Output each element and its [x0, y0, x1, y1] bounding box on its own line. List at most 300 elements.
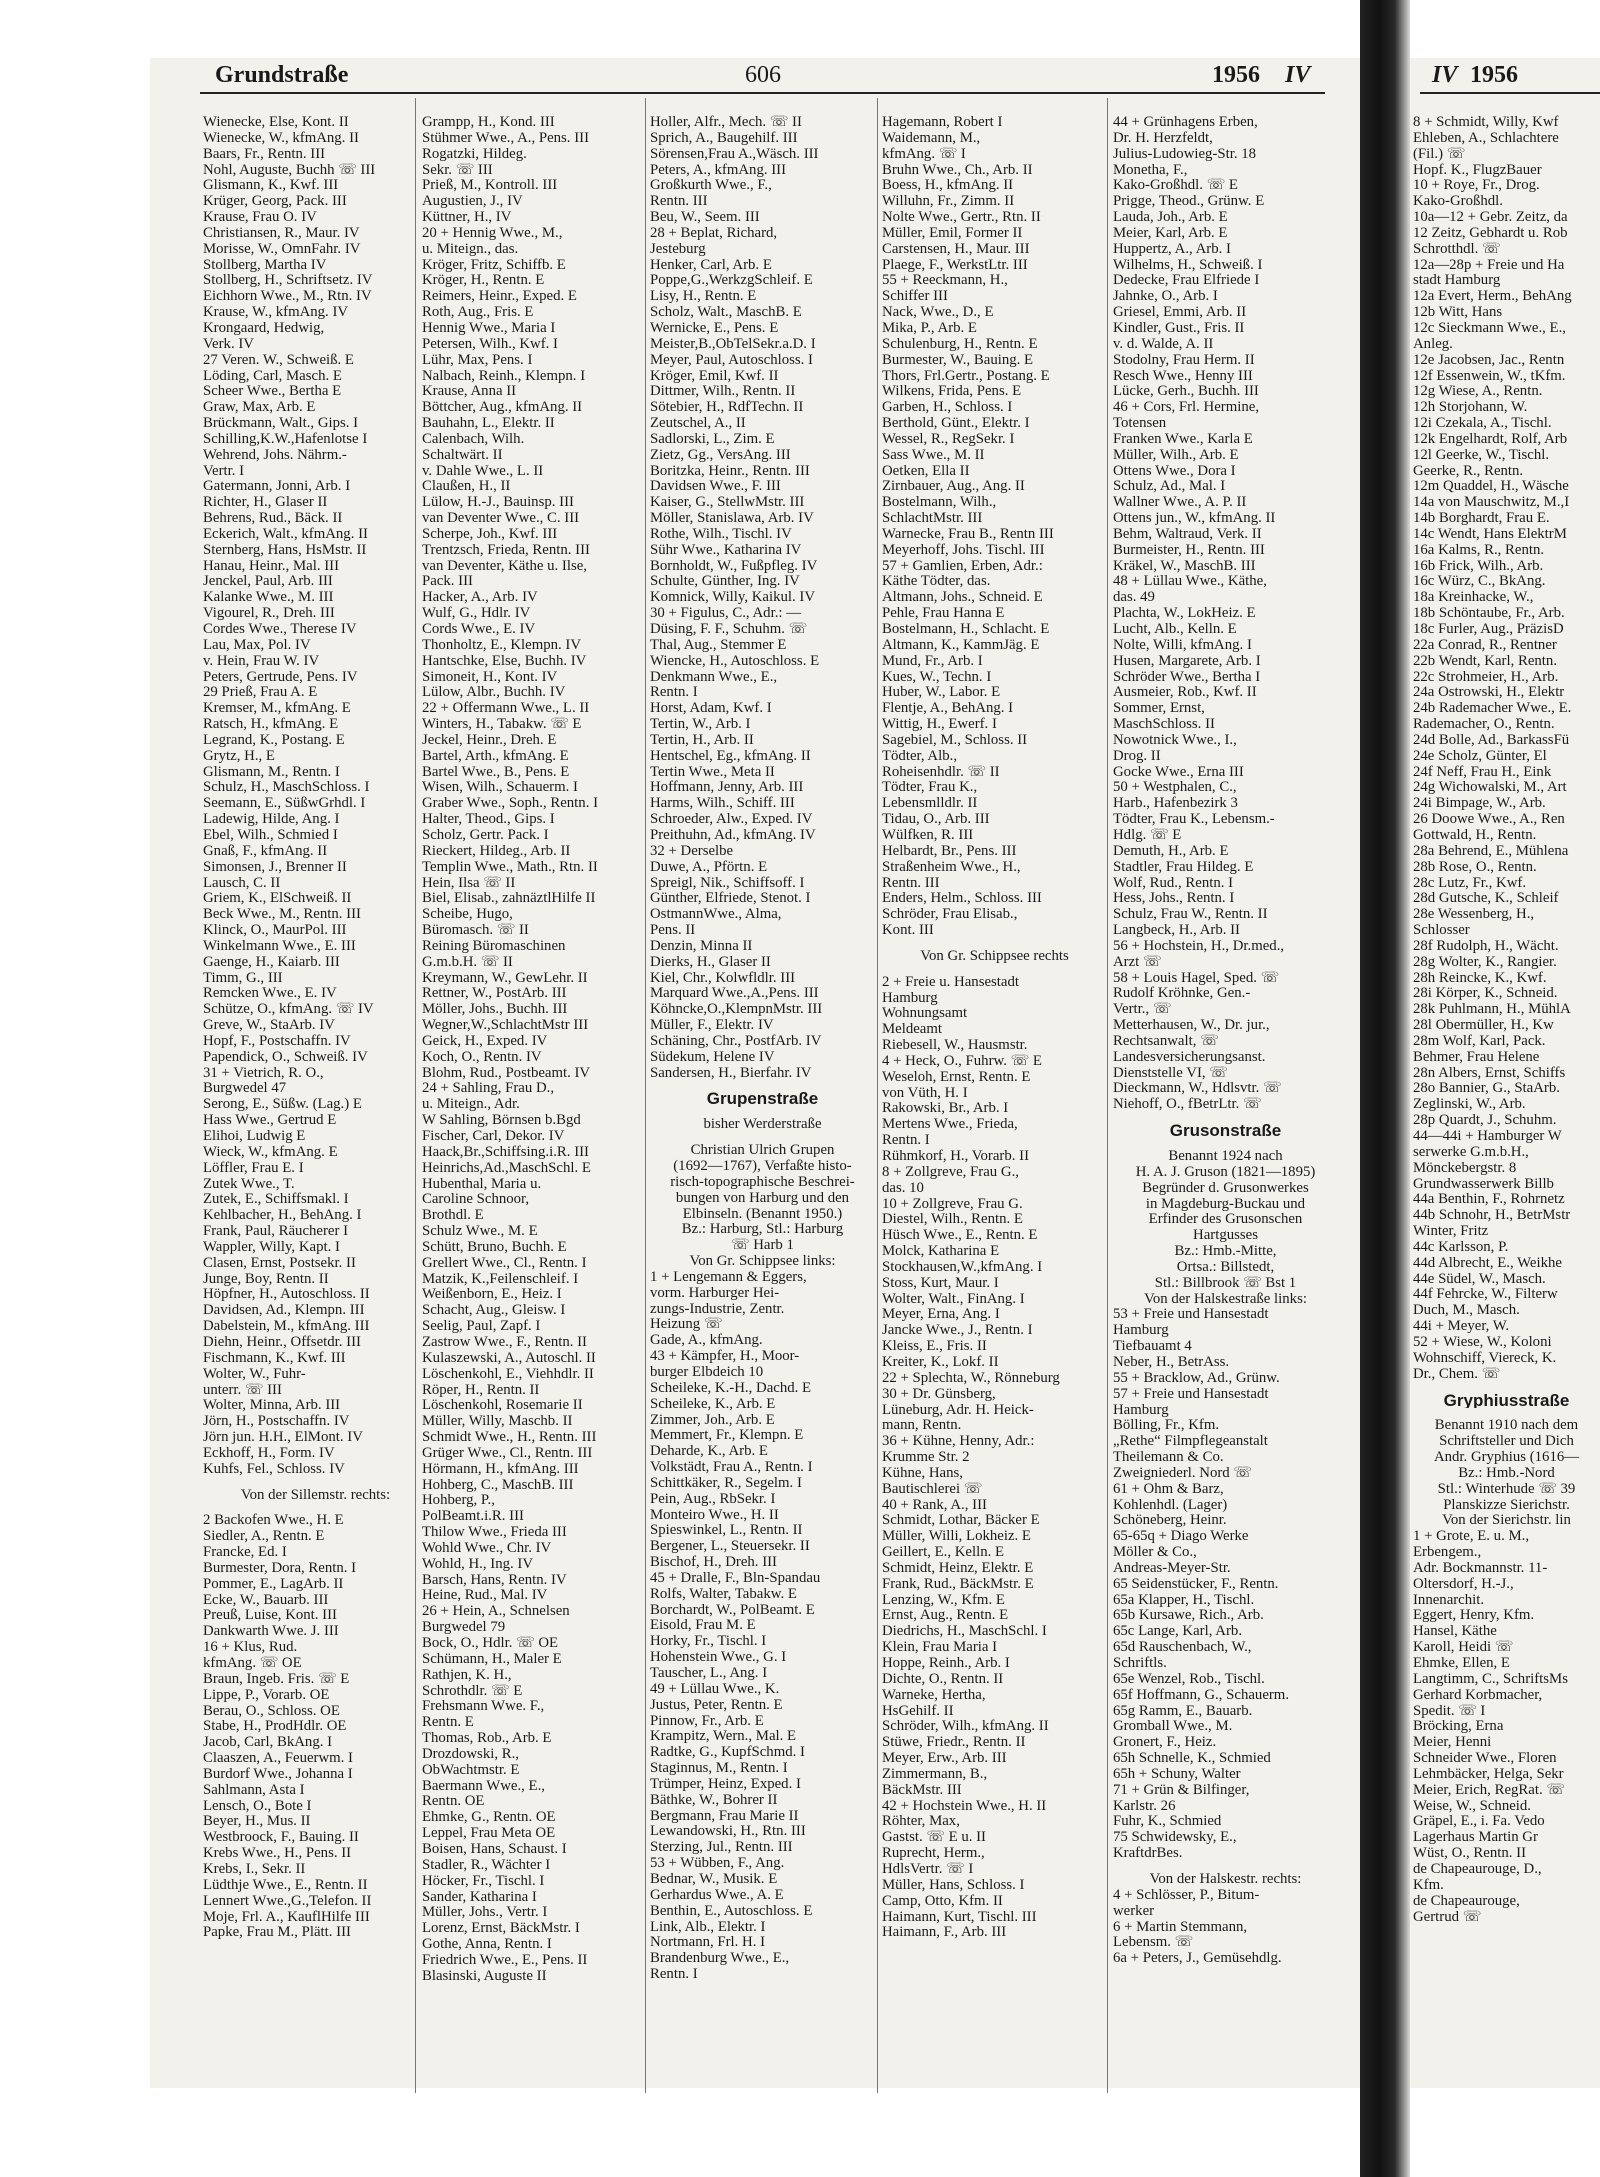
- directory-entry: Mönckebergstr. 8: [1413, 1160, 1517, 1176]
- directory-entry: 8 + Schmidt, Willy, Kwf: [1413, 115, 1559, 130]
- directory-entry: Lorenz, Ernst, BäckMstr. I: [422, 1921, 580, 1937]
- directory-entry: Ehmke, Ellen, E: [1413, 1656, 1510, 1671]
- directory-entry: 24e Scholz, Günter, El: [1413, 748, 1547, 764]
- directory-entry: Stühmer Wwe., A., Pens. III: [422, 130, 589, 146]
- directory-entry: Boess, H., kfmAng. II: [882, 178, 1014, 194]
- directory-entry: 22c Strohmeier, H., Arb.: [1413, 669, 1559, 685]
- directory-entry: Schulenburg, H., Rentn. E: [882, 336, 1038, 352]
- directory-entry: [650, 1133, 875, 1143]
- directory-entry: Harb., Hafenbezirk 3: [1113, 796, 1238, 812]
- directory-entry: Wernicke, E., Pens. E: [650, 320, 779, 336]
- directory-entry: 12b Witt, Hans: [1413, 305, 1503, 321]
- directory-entry: HdlsVertr. ☏ I: [882, 1861, 974, 1877]
- directory-entry: Grellert Wwe., Cl., Rentn. I: [422, 1255, 587, 1271]
- directory-entry: Lebensmlldlr. II: [882, 796, 978, 812]
- directory-entry: Ottens jun., W., kfmAng. II: [1113, 511, 1276, 527]
- directory-entry: Düsing, F. F., Schuhm. ☏: [650, 622, 808, 637]
- directory-entry: Schulz, H., MaschSchloss. I: [203, 780, 370, 796]
- directory-entry: Memmert, Fr., Klempn. E: [650, 1428, 804, 1444]
- directory-entry: Haimann, F., Arb. III: [882, 1925, 1007, 1941]
- directory-entry: Theilemann & Co.: [1113, 1450, 1224, 1466]
- directory-entry: 24 + Sahling, Frau D.,: [422, 1081, 555, 1097]
- directory-entry: Sahlmann, Asta I: [203, 1782, 305, 1798]
- directory-entry: Röhter, Max,: [882, 1814, 960, 1830]
- directory-entry: Tauscher, L., Ang. I: [650, 1666, 768, 1681]
- directory-entry: MaschSchloss. II: [1113, 717, 1215, 733]
- directory-entry: Schulz, Frau W., Rentn. II: [1113, 907, 1268, 923]
- directory-entry: Wolter, W., Fuhr-: [203, 1366, 306, 1382]
- directory-entry: kfmAng. ☏ OE: [203, 1656, 302, 1671]
- directory-entry: 2 + Freie u. Hansestadt: [882, 974, 1019, 990]
- directory-entry: Langbeck, H., Arb. II: [1113, 923, 1240, 939]
- directory-entry: [1113, 1862, 1338, 1872]
- section-note: Andr. Gryphius (1616—: [1433, 1450, 1580, 1466]
- directory-entry: 22a Conrad, R., Rentner: [1413, 637, 1557, 653]
- directory-column-4: [882, 115, 1107, 1941]
- directory-entry: Krüger, Georg, Pack. III: [203, 194, 347, 210]
- directory-entry: Lücke, Gerh., Buchh. III: [1113, 384, 1259, 400]
- directory-entry: 10 + Zollgreve, Frau G.: [882, 1196, 1023, 1212]
- directory-entry: Zietz, Gg., VersAng. III: [650, 447, 791, 463]
- directory-entry: Ratsch, H., kfmAng. E: [203, 717, 339, 733]
- section-note: Erfinder des Grusonschen: [1148, 1212, 1303, 1228]
- directory-entry: Schlosser: [1413, 923, 1470, 939]
- directory-entry: 12a—28p + Freie und Ha: [1413, 257, 1565, 273]
- directory-entry: Kreymann, W., GewLehr. II: [422, 970, 588, 986]
- directory-entry: 28 + Beplat, Richard,: [650, 225, 778, 241]
- directory-entry: Bröcking, Erna: [1413, 1719, 1504, 1735]
- column-divider: [1107, 98, 1108, 2093]
- directory-entry: Rechtsanwalt, ☏: [1113, 1033, 1219, 1049]
- directory-entry: Kuhfs, Fel., Schloss. IV: [203, 1461, 345, 1477]
- directory-entry: Spreigl, Nik., Schiffsoff. I: [650, 875, 805, 891]
- directory-entry: W Sahling, Börnsen b.Bgd: [422, 1113, 581, 1129]
- directory-entry: Zimmer, Joh., Arb. E: [650, 1412, 775, 1428]
- directory-entry: Neber, H., BetrAss.: [1113, 1354, 1230, 1370]
- directory-entry: Sagebiel, M., Schloss. II: [882, 732, 1028, 748]
- directory-entry: Peters, A., kfmAng. III: [650, 162, 787, 178]
- directory-entry: HsGehilf. II: [882, 1703, 954, 1719]
- directory-entry: das. 10: [882, 1180, 924, 1196]
- directory-entry: Reimers, Heinr., Exped. E: [422, 289, 577, 305]
- directory-entry: Mertens Wwe., Frieda,: [882, 1117, 1018, 1133]
- directory-entry: Duwe, A., Pförtn. E: [650, 859, 768, 875]
- directory-entry: Biel, Elisab., zahnäztlHilfe II: [422, 891, 596, 907]
- directory-entry: Klein, Frau Maria I: [882, 1640, 998, 1656]
- directory-entry: Resch Wwe., Henny III: [1113, 368, 1253, 384]
- directory-entry: Rentn. I: [650, 685, 698, 701]
- directory-entry: Leppel, Frau Meta OE: [422, 1826, 556, 1842]
- directory-entry: Dankwarth Wwe. J. III: [203, 1624, 339, 1640]
- directory-entry: Papke, Frau M., Plätt. III: [203, 1925, 351, 1941]
- directory-entry: Stüwe, Friedr., Rentn. II: [882, 1735, 1026, 1751]
- directory-entry: Lehmbäcker, Helga, Sekr: [1413, 1766, 1564, 1782]
- directory-entry: Clasen, Ernst, Postsekr. II: [203, 1255, 356, 1271]
- directory-entry: Flentje, A., BehAng. I: [882, 701, 1014, 717]
- directory-entry: Barsch, Hans, Rentn. IV: [422, 1572, 567, 1588]
- section-note: (1692—1767), Verfaßte histo-: [673, 1159, 852, 1174]
- column-divider: [877, 98, 878, 2093]
- directory-entry: Thonholtz, E., Klempn. IV: [422, 637, 582, 653]
- directory-entry: Rühmkorf, H., Vorarb. II: [882, 1149, 1029, 1164]
- directory-entry: Schulte, Günther, Ing. IV: [650, 574, 800, 590]
- directory-entry: 14b Borghardt, Frau E.: [1413, 511, 1550, 527]
- directory-entry: Hass Wwe., Gertrud E: [203, 1113, 337, 1129]
- street-heading: Grupenstraße: [706, 1091, 819, 1108]
- directory-entry: zungs-Industrie, Zentr.: [650, 1301, 785, 1317]
- directory-entry: 12i Czekala, A., Tischl.: [1413, 416, 1552, 432]
- directory-entry: „Rethe“ Filmpflegeanstalt: [1113, 1434, 1268, 1450]
- directory-entry: Stabe, H., ProdHdlr. OE: [203, 1719, 347, 1735]
- right-header-rule: [1420, 92, 1600, 94]
- section-note: Bz.: Hmb.-Mitte,: [1174, 1244, 1277, 1260]
- directory-entry: 44c Karlsson, P.: [1413, 1239, 1509, 1255]
- directory-entry: Gräpel, E., i. Fa. Vedo: [1413, 1814, 1545, 1830]
- directory-entry: Grüger Wwe., Cl., Rentn. III: [422, 1445, 593, 1461]
- directory-entry: 12l Geerke, W., Tischl.: [1413, 447, 1550, 463]
- directory-entry: Beu, W., Seem. III: [650, 210, 760, 226]
- directory-entry: Willuhn, Fr., Zimm. II: [882, 194, 1015, 210]
- directory-entry: 28o Bannier, G., StaArb.: [1413, 1081, 1560, 1097]
- directory-entry: Beck Wwe., M., Rentn. III: [203, 907, 361, 923]
- directory-entry: Löschenkohl, Rosemarie II: [422, 1398, 583, 1414]
- directory-entry: Karlstr. 26: [1113, 1798, 1176, 1814]
- directory-entry: Sandersen, H., Bierfahr. IV: [650, 1065, 812, 1081]
- directory-entry: Schroeder, Alw., Exped. IV: [650, 812, 813, 828]
- directory-entry: Behmer, Frau Helene: [1413, 1049, 1540, 1065]
- directory-entry: [1113, 1139, 1338, 1149]
- directory-entry: Marquard Wwe.,A.,Pens. III: [650, 986, 819, 1002]
- directory-entry: Stollberg, Martha IV: [203, 257, 327, 273]
- directory-entry: Petersen, Wilh., Kwf. I: [422, 336, 558, 352]
- directory-entry: Krause, W., kfmAng. IV: [203, 305, 349, 321]
- directory-entry: Diestel, Wilh., Rentn. E: [882, 1212, 1023, 1228]
- directory-entry: 8 + Zollgreve, Frau G.,: [882, 1164, 1019, 1180]
- directory-entry: Bock, O., Hdlr. ☏ OE: [422, 1636, 559, 1651]
- directory-entry: Stockhausen,W.,kfmAng. I: [882, 1259, 1043, 1275]
- directory-entry: Kreiter, K., Lokf. II: [882, 1354, 999, 1370]
- directory-entry: Seemann, E., SüßwGrhdl. I: [203, 796, 366, 812]
- directory-entry: 30 + Dr. Günsberg,: [882, 1386, 996, 1402]
- directory-entry: Papendick, O., Schweiß. IV: [203, 1049, 368, 1065]
- directory-entry: Eichhorn Wwe., M., Rtn. IV: [203, 289, 372, 305]
- directory-entry: Gatermann, Jonni, Arb. I: [203, 479, 351, 495]
- directory-entry: Hohberg, C., MaschB. III: [422, 1477, 574, 1493]
- directory-entry: Thors, Frl.Gertr., Postang. E: [882, 368, 1050, 384]
- directory-entry: 24a Ostrowski, H., Elektr: [1413, 685, 1565, 701]
- directory-entry: Junge, Boy, Rentn. II: [203, 1271, 329, 1287]
- directory-entry: Scheibe, Hugo,: [422, 907, 513, 923]
- directory-entry: Hennig Wwe., Maria I: [422, 320, 556, 336]
- directory-entry: Glismann, M., Rentn. I: [203, 764, 340, 780]
- directory-entry: Lagerhaus Martin Gr: [1413, 1830, 1538, 1846]
- directory-entry: 29 Prieß, Frau A. E: [203, 685, 318, 701]
- directory-entry: Altmann, Johs., Schneid. E: [882, 590, 1043, 606]
- directory-entry: 44f Fehrcke, W., Filterw: [1413, 1287, 1558, 1303]
- directory-entry: Beyer, H., Mus. II: [203, 1814, 311, 1830]
- directory-entry: Stollberg, H., Schriftsetz. IV: [203, 273, 373, 289]
- directory-entry: Rentn. OE: [422, 1794, 485, 1810]
- directory-entry: Husen, Margarete, Arb. I: [1113, 653, 1261, 669]
- directory-entry: Dierks, H., Glaser II: [650, 954, 771, 970]
- section-note: Benannt 1924 nach: [1168, 1149, 1283, 1164]
- directory-entry: Böttcher, Aug., kfmAng. II: [422, 400, 583, 416]
- directory-entry: Hamburg: [1113, 1402, 1169, 1418]
- directory-entry: Andreas-Meyer-Str.: [1113, 1560, 1231, 1576]
- directory-entry: van Deventer Wwe., C. III: [422, 511, 580, 527]
- directory-entry: Lausch, C. II: [203, 875, 281, 891]
- directory-entry: Geick, H., Exped. IV: [422, 1033, 548, 1049]
- directory-entry: Trümper, Heinz, Exped. I: [650, 1776, 801, 1792]
- directory-entry: 65d Rauschenbach, W.,: [1113, 1640, 1252, 1656]
- directory-entry: Diehn, Heinr., Offsetdr. III: [203, 1334, 361, 1350]
- directory-entry: Spieswinkel, L., Rentn. II: [650, 1523, 803, 1539]
- directory-entry: Meldeamt: [882, 1022, 942, 1038]
- directory-entry: Zutek Wwe., T.: [203, 1176, 295, 1192]
- directory-entry: Möller & Co.,: [1113, 1545, 1197, 1561]
- directory-entry: Bischof, H., Dreh. III: [650, 1555, 777, 1571]
- directory-entry: 44 + Grünhagens Erben,: [1113, 115, 1258, 130]
- directory-entry: Templin Wwe., Math., Rtn. II: [422, 859, 598, 875]
- directory-entry: 28m Wolf, Karl, Pack.: [1413, 1033, 1546, 1049]
- directory-entry: Gertrud ☏: [1413, 1909, 1482, 1925]
- directory-entry: Meyer, Erw., Arb. III: [882, 1751, 1007, 1767]
- directory-entry: 28k Puhlmann, H., MühlA: [1413, 1002, 1571, 1018]
- directory-entry: 55 + Bracklow, Ad., Grünw.: [1113, 1370, 1280, 1386]
- directory-entry: 1 + Grote, E. u. M.,: [1413, 1529, 1530, 1545]
- directory-entry: 24i Bimpage, W., Arb.: [1413, 796, 1546, 812]
- directory-entry: Pehle, Frau Hanna E: [882, 606, 1005, 622]
- directory-entry: Rentn. I: [650, 1967, 698, 1983]
- directory-entry: Krampitz, Wern., Mal. E: [650, 1729, 797, 1745]
- directory-entry: Innenarchit.: [1413, 1592, 1485, 1608]
- directory-entry: Kohlenhdl. (Lager): [1113, 1497, 1228, 1513]
- directory-entry: Warnecke, Frau B., Rentn III: [882, 526, 1054, 542]
- directory-entry: 61 + Ohm & Barz,: [1113, 1481, 1224, 1497]
- directory-entry: 65e Wenzel, Rob., Tischl.: [1113, 1671, 1265, 1687]
- directory-entry: Moje, Frl. A., KauflHilfe III: [203, 1909, 370, 1925]
- directory-entry: Oetken, Ella II: [882, 463, 970, 479]
- directory-entry: Schrotthdl. ☏: [1413, 241, 1501, 257]
- directory-entry: v. Hein, Frau W. IV: [203, 653, 320, 669]
- directory-entry: Wallner Wwe., A. P. II: [1113, 495, 1247, 511]
- directory-entry: Sterzing, Jul., Rentn. III: [650, 1840, 793, 1856]
- directory-entry: 49 + Lüllau Wwe., K.: [650, 1681, 780, 1697]
- directory-entry: Rentn. III: [882, 875, 940, 891]
- directory-entry: Enders, Helm., Schloss. III: [882, 891, 1042, 907]
- directory-entry: Meyerhoff, Johs. Tischl. III: [882, 542, 1045, 558]
- directory-entry: [203, 1503, 428, 1513]
- directory-entry: Löschenkohl, E., Viehhdlr. II: [422, 1366, 594, 1382]
- directory-entry: 24b Rademacher Wwe., E.: [1413, 701, 1572, 717]
- section-note: Von Gr. Schippsee rechts: [920, 948, 1069, 964]
- directory-entry: v. d. Walde, A. II: [1113, 336, 1214, 352]
- directory-entry: Duch, M., Masch.: [1413, 1303, 1520, 1319]
- directory-entry: Rentn. E: [422, 1715, 474, 1731]
- directory-entry: Oltersdorf, H.-J.,: [1413, 1576, 1514, 1592]
- section-note: Begründer d. Grusonwerkes: [1142, 1180, 1309, 1196]
- directory-entry: Peters, Gertrude, Pens. IV: [203, 669, 358, 685]
- directory-entry: Wolter, Minna, Arb. III: [203, 1398, 341, 1414]
- directory-entry: Fischmann, K., Kwf. III: [203, 1350, 346, 1366]
- directory-entry: Wilkens, Frida, Pens. E: [882, 384, 1022, 400]
- directory-entry: Höpfner, H., Autoschloss. II: [203, 1287, 370, 1303]
- directory-entry: Horst, Adam, Kwf. I: [650, 701, 772, 717]
- directory-entry: 18b Schöntaube, Fr., Arb.: [1413, 606, 1565, 622]
- directory-entry: Meyer, Erna, Ang. I: [882, 1307, 1000, 1323]
- directory-entry: Prieß, M., Kontroll. III: [422, 178, 558, 194]
- directory-entry: Matzik, K.,Feilenschleif. I: [422, 1271, 579, 1287]
- directory-entry: Bornholdt, W., Fußpfleg. IV: [650, 558, 818, 574]
- directory-entry: Möller, Stanislawa, Arb. IV: [650, 511, 814, 527]
- directory-entry: G.m.b.H. ☏ II: [422, 954, 513, 970]
- directory-entry: 24d Bolle, Ad., BarkassFü: [1413, 732, 1570, 748]
- section-note: ☏ Harb 1: [731, 1238, 794, 1254]
- directory-entry: Lühr, Max, Pens. I: [422, 352, 533, 368]
- directory-entry: KraftdrBes.: [1113, 1846, 1183, 1862]
- directory-entry: Sötebier, H., RdfTechn. II: [650, 400, 804, 416]
- section-note: Von der Sillemstr. rechts:: [240, 1487, 391, 1503]
- directory-entry: Schümann, H., Maler E: [422, 1651, 562, 1667]
- directory-entry: Meister,B.,ObTelSekr.a.D. I: [650, 336, 816, 352]
- directory-entry: 50 + Westphalen, C.,: [1113, 780, 1237, 796]
- directory-entry: Büromasch. ☏ II: [422, 923, 529, 939]
- directory-entry: Baars, Fr., Rentn. III: [203, 146, 326, 162]
- directory-entry: Rademacher, O., Rentn.: [1413, 717, 1555, 733]
- directory-entry: Löffler, Frau E. I: [203, 1160, 304, 1176]
- directory-entry: Hoffmann, Jenny, Arb. III: [650, 780, 804, 796]
- directory-entry: Zastrow Wwe., F., Rentn. II: [422, 1334, 587, 1350]
- section-note: Bz.: Harburg, Stl.: Harburg: [681, 1222, 844, 1238]
- directory-entry: Boritzka, Heinr., Rentn. III: [650, 463, 810, 479]
- directory-entry: Jenckel, Paul, Arb. III: [203, 574, 333, 590]
- directory-entry: SchlachtMstr. III: [882, 511, 983, 527]
- directory-entry: Burmester, W., Bauing. E: [882, 352, 1034, 368]
- directory-entry: Burdorf Wwe., Johanna I: [203, 1766, 353, 1782]
- directory-entry: Graw, Max, Arb. E: [203, 400, 316, 416]
- directory-entry: Schmidt, Lothar, Bäcker E: [882, 1513, 1040, 1529]
- directory-entry: Prigge, Theod., Grünw. E: [1113, 194, 1265, 210]
- directory-entry: 65b Kursawe, Rich., Arb.: [1113, 1608, 1264, 1624]
- directory-entry: Dieckmann, W., Hdlsvtr. ☏: [1113, 1081, 1282, 1097]
- directory-entry: Schmidt, Heinz, Elektr. E: [882, 1560, 1034, 1576]
- directory-entry: Pinnow, Fr., Arb. E: [650, 1713, 764, 1729]
- directory-entry: ObWachtmstr. E: [422, 1762, 520, 1778]
- directory-entry: 18c Furler, Aug., PräzisD: [1413, 622, 1564, 637]
- directory-entry: Kehlbacher, H., BehAng. I: [203, 1208, 362, 1224]
- directory-entry: Lisy, H., Rentn. E: [650, 289, 757, 305]
- directory-entry: Rogatzki, Hildeg.: [422, 146, 527, 162]
- directory-entry: Rathjen, K. H.,: [422, 1667, 512, 1683]
- directory-entry: 57 + Freie und Hansestadt: [1113, 1386, 1269, 1402]
- directory-entry: Grytz, H., E: [203, 748, 275, 764]
- directory-entry: Spedit. ☏ I: [1413, 1703, 1486, 1719]
- directory-entry: Weseloh, Ernst, Rentn. E: [882, 1069, 1031, 1085]
- directory-entry: Eggert, Henry, Kfm.: [1413, 1608, 1535, 1624]
- directory-entry: Sörensen,Frau A.,Wäsch. III: [650, 146, 819, 162]
- section-note: Von der Sierichstr. lin: [1442, 1513, 1571, 1529]
- directory-entry: Garben, H., Schloss. I: [882, 400, 1013, 416]
- directory-entry: 1 + Lengemann & Eggers,: [650, 1269, 807, 1285]
- directory-entry: Geillert, E., Kelln. E: [882, 1545, 1005, 1561]
- directory-entry: Tödter, Alb.,: [882, 748, 958, 764]
- directory-entry: Gothe, Anna, Rentn. I: [422, 1937, 552, 1953]
- directory-entry: Kako-Großhdl. ☏ E: [1113, 178, 1238, 194]
- directory-entry: Rothe, Wilh., Tischl. IV: [650, 526, 792, 542]
- directory-entry: 57 + Gamlien, Erben, Adr.:: [882, 558, 1043, 574]
- section-note: H. A. J. Gruson (1821—1895): [1135, 1164, 1316, 1180]
- directory-entry: Burmeister, H., Rentn. III: [1113, 542, 1265, 558]
- directory-entry: Lülow, H.-J., Bauinsp. III: [422, 495, 574, 511]
- directory-entry: Zweigniederl. Nord ☏: [1113, 1465, 1252, 1481]
- directory-entry: 65h Schnelle, K., Schmied: [1113, 1751, 1271, 1767]
- directory-entry: Zeutschel, A., II: [650, 416, 746, 432]
- directory-entry: Pommer, E., LagArb. II: [203, 1576, 344, 1592]
- directory-entry: 27 Veren. W., Schweiß. E: [203, 352, 354, 368]
- directory-entry: Bergener, L., Steuersekr. II: [650, 1539, 810, 1555]
- directory-entry: Remcken Wwe., E. IV: [203, 986, 337, 1002]
- directory-entry: Tertin, W., Arb. I: [650, 717, 751, 733]
- directory-entry: Geerke, R., Rentn.: [1413, 463, 1524, 479]
- directory-entry: Dittmer, Wilh., Rentn. II: [650, 384, 796, 400]
- directory-entry: Wolf, Rud., Rentn. I: [1113, 875, 1234, 891]
- directory-entry: 26 + Hein, A., Schnelsen: [422, 1604, 570, 1620]
- directory-entry: Kulaszewski, A., Autoschl. II: [422, 1350, 596, 1366]
- directory-entry: 12 Zeitz, Gebhardt u. Rob: [1413, 225, 1568, 241]
- directory-entry: Schneider Wwe., Floren: [1413, 1751, 1557, 1767]
- directory-entry: Riebesell, W., Hausmstr.: [882, 1038, 1028, 1054]
- directory-entry: Tertin, H., Arb. II: [650, 732, 754, 748]
- directory-entry: Nortmann, Frl. H. I: [650, 1935, 766, 1951]
- directory-entry: 40 + Rank, A., III: [882, 1497, 987, 1513]
- directory-entry: Eckhoff, H., Form. IV: [203, 1445, 335, 1461]
- directory-entry: 10 + Roye, Fr., Drog.: [1413, 178, 1540, 194]
- directory-entry: Hanau, Heinr., Mal. III: [203, 558, 340, 574]
- section-note: bisher Werderstraße: [703, 1117, 822, 1133]
- directory-entry: 43 + Kämpfer, H., Moor-: [650, 1349, 800, 1365]
- directory-entry: Jeckel, Heinr., Dreh. E: [422, 732, 557, 748]
- directory-entry: Schmidt Wwe., H., Rentn. III: [422, 1430, 597, 1446]
- directory-entry: Deharde, K., Arb. E: [650, 1444, 768, 1460]
- directory-entry: Heinrichs,Ad.,MaschSchl. E: [422, 1160, 591, 1176]
- directory-entry: Pens. II: [650, 923, 696, 939]
- directory-entry: Heizung ☏: [650, 1317, 723, 1333]
- directory-entry: Bostelmann, H., Schlacht. E: [882, 622, 1050, 637]
- directory-entry: Jahnke, O., Arb. I: [1113, 289, 1218, 305]
- directory-entry: Wiencke, H., Autoschloss. E: [650, 653, 820, 669]
- directory-entry: Tiefbauamt 4: [1113, 1339, 1192, 1355]
- directory-entry: serwerke G.m.b.H.,: [1413, 1144, 1529, 1160]
- directory-entry: Bartel, Arth., kfmAng. E: [422, 748, 569, 764]
- directory-entry: 28g Wolter, K., Rangier.: [1413, 954, 1557, 970]
- directory-entry: Kremser, M., kfmAng. E: [203, 701, 351, 717]
- directory-entry: Frehsmann Wwe. F.,: [422, 1699, 545, 1715]
- directory-entry: Kalanke Wwe., M. III: [203, 590, 334, 606]
- directory-entry: 44a Benthin, F., Rohrnetz: [1413, 1192, 1565, 1208]
- directory-entry: Boisen, Hans, Schaust. I: [422, 1841, 567, 1857]
- directory-entry: Gronert, F., Heiz.: [1113, 1735, 1217, 1751]
- directory-entry: 46 + Cors, Frl. Hermine,: [1113, 400, 1260, 416]
- directory-entry: kfmAng. ☏ I: [882, 146, 966, 162]
- directory-entry: 26 Doowe Wwe., A., Ren: [1413, 812, 1565, 828]
- directory-entry: Adr. Bockmannstr. 11-: [1413, 1560, 1548, 1576]
- directory-entry: Schittkäker, R., Segelm. I: [650, 1475, 802, 1491]
- section-note: Planskizze Sierichstr.: [1443, 1497, 1570, 1513]
- directory-entry: Gnaß, F., kfmAng. II: [203, 843, 328, 859]
- directory-entry: Demuth, H., Arb. E: [1113, 843, 1229, 859]
- street-heading: Grusonstraße: [1169, 1123, 1282, 1139]
- directory-entry: Südekum, Helene IV: [650, 1049, 775, 1065]
